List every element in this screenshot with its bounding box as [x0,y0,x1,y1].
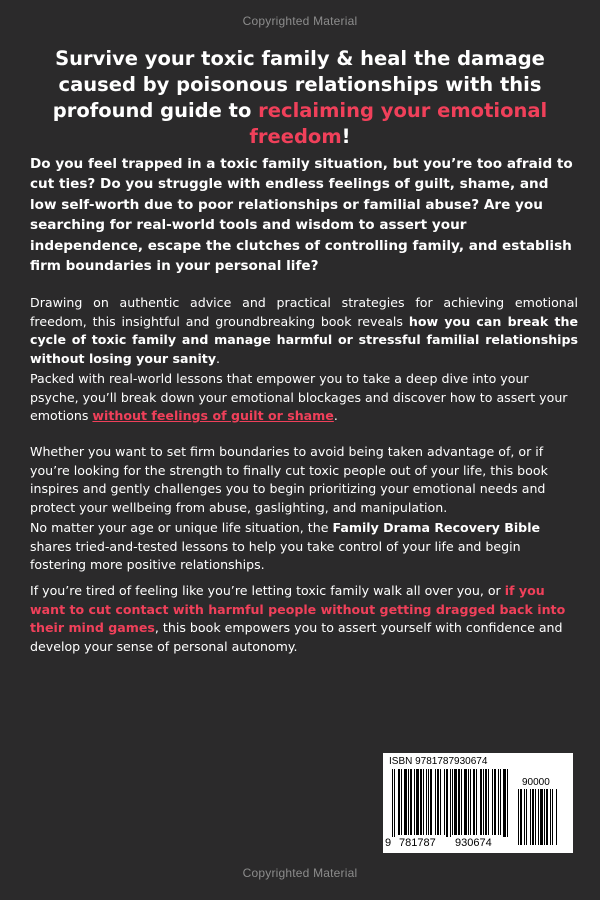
barcode-bar [550,789,551,845]
barcode-bar [485,769,487,835]
barcode-bar [507,769,508,837]
barcode-bar [552,789,553,845]
watermark-top: Copyrighted Material [242,14,358,28]
barcode-bar [532,789,534,845]
paragraph-1 [30,294,578,368]
barcode-bar [483,769,484,835]
barcode-bar [454,769,457,835]
barcode-bar [520,789,522,845]
barcode-bar [401,769,402,835]
p5-end: , this book empowers you to assert yourself with confidence and develop your sense of personal autonomy. [30,620,563,654]
p2-end: . [333,408,338,424]
barcode-digit-group2: 930674 [455,837,492,849]
headline-end: ! [341,125,351,148]
barcode-bar [556,789,557,845]
barcode-bar [414,769,415,835]
paragraph-5 [30,582,578,656]
barcode-bar [503,769,506,837]
watermark-bottom: Copyrighted Material [242,866,358,880]
price-code: 90000 [522,777,550,788]
barcode-bar [480,769,482,835]
barcode-digit-group1: 781787 [399,837,436,849]
barcode-bar [428,769,429,835]
isbn-barcode-box [383,753,573,853]
paragraph-4 [30,519,578,575]
barcode-bar [408,769,409,835]
barcode-bar [423,769,424,835]
barcode-bar [450,769,451,837]
barcode-bar [470,769,471,835]
barcode-bars [392,769,512,837]
barcode-bar [398,769,400,835]
p4-title-bold: Family Drama Recovery Bible [332,520,541,535]
intro-paragraph: Do you feel trapped in a toxic family situation, but you’re too afraid to cut ties? Do you struggle with endless feelings of guilt, shame, and low self-worth due to poor relationships or familial abuse? Are you searching for real-world tools and wisdom to assert your independence, escape the clutches of controlling family, and establish firm boundaries in your personal life? [30,156,573,275]
barcode-bar [473,769,475,835]
barcode-bar [458,769,460,835]
p5-accent: if you want to cut contact with harmful people without getting dragged back into their mind games [30,583,566,636]
barcode-bar [544,789,545,845]
barcode-bar [540,789,543,845]
headline [30,46,570,150]
barcode-bar [500,769,501,835]
barcode-bar [538,789,539,845]
barcode-bar [526,789,527,845]
barcode-bar [492,769,493,835]
p4-text: No matter your age or unique life situation, the [30,520,333,535]
barcode-bar [410,769,412,835]
p2-accent: without feelings of guilt or shame [92,408,334,424]
p4-end: shares tried-and-tested lessons to help you take control of your life and begin fostering more positive relationships. [30,538,521,573]
barcode-bar [420,769,422,835]
barcode-digit-first: 9 [385,837,392,849]
barcode-bar [464,769,467,835]
barcode-bar [546,789,548,845]
barcode-bar [535,789,536,845]
barcode-bar [444,769,445,835]
paragraph-3: Whether you want to set firm boundaries to avoid being taken advantage of, or if you’re looking for the strength to finally cut toxic people out of your life, this book inspires and gently challenges you to begin prioritizing your emotional needs and protect your wellbeing from abuse, gaslighting, and manipulation. [30,444,548,515]
p1-text: Drawing on authentic advice and practical strategies for achieving emotional freedom, this insightful and groundbreaking book reveals [30,295,578,329]
p5-text: If you’re tired of feeling like you’re letting toxic family walk all over you, or [30,583,505,598]
p1-bold: how you can break the cycle of toxic family and manage harmful or stressful familial relationships without losing your sanity [30,313,578,366]
barcode-bar [437,769,439,835]
barcode-bar [468,769,469,835]
p1-end: . [216,350,221,366]
barcode-bar [440,769,441,835]
barcode-bar [446,769,448,837]
barcode-bar [404,769,407,835]
barcode-bar [494,769,496,835]
barcode-bar [394,769,395,837]
barcode-bar [435,769,436,835]
barcode-bar [461,769,462,835]
barcode-bar [498,769,499,835]
barcode-addon-bars [518,789,566,847]
barcode-bar [426,769,427,835]
barcode-bar [452,769,453,835]
barcode-bar [416,769,419,835]
paragraph-2 [30,370,578,426]
isbn-label: ISBN 9781787930674 [389,756,488,767]
barcode-bar [392,769,393,837]
barcode-bar [530,789,531,845]
barcode-bar [476,769,477,835]
p2-text: Packed with real-world lessons that empower you to take a deep dive into your psyche, you’ll break down your emotional blockages and discover how to assert your emotions [30,371,568,424]
headline-accent: reclaiming your emotional freedom [249,99,548,148]
barcode-bar [488,769,489,835]
headline-text: Survive your toxic family & heal the damage caused by poisonous relationships with this profound guide to [52,47,545,122]
barcode-bar [430,769,432,835]
barcode-bar [518,789,519,845]
barcode-bar [524,789,525,845]
